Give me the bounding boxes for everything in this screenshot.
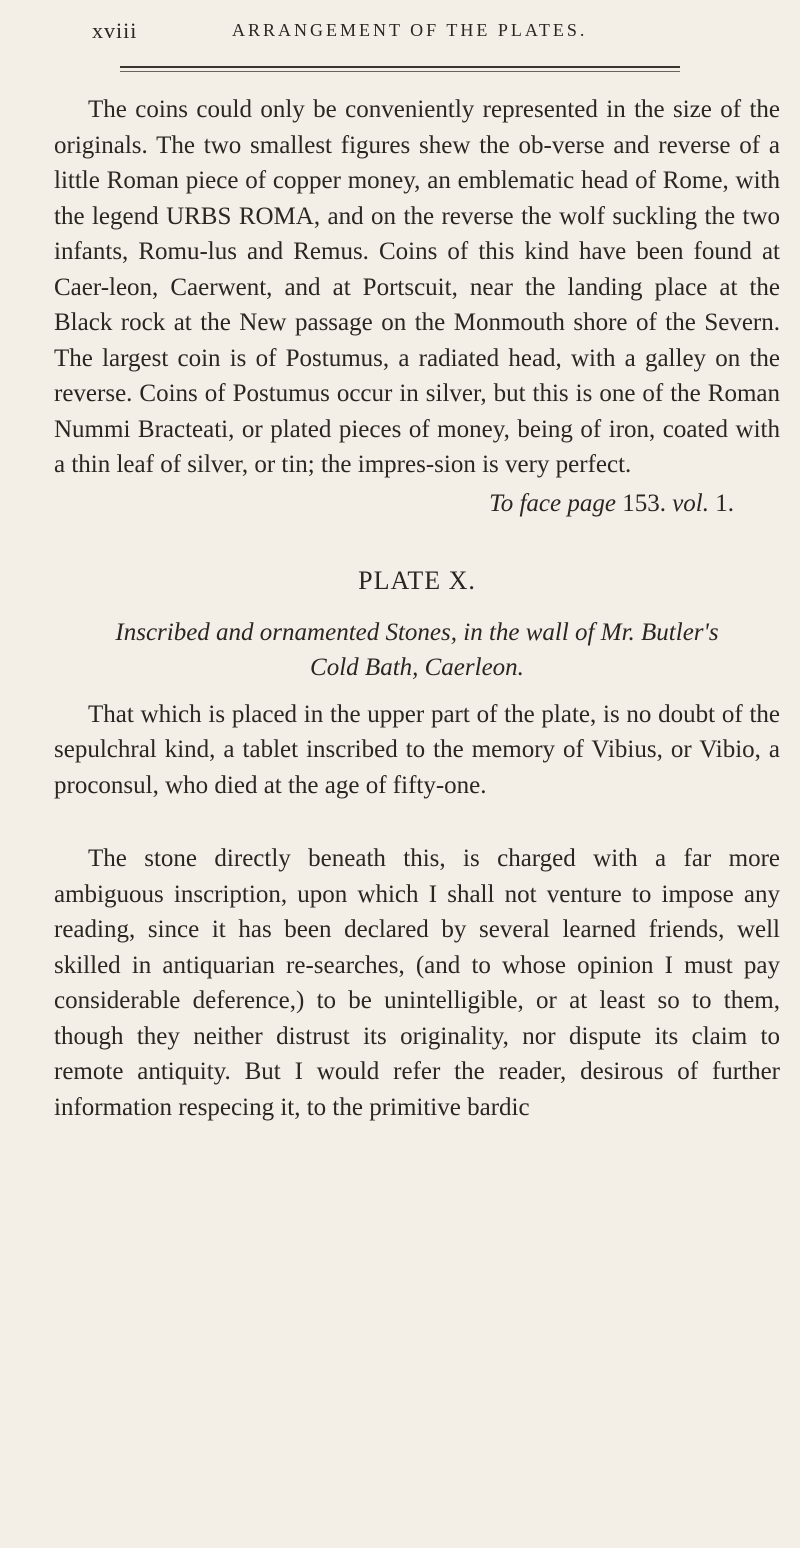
header-rule-thin <box>120 71 680 72</box>
paragraph-coins: The coins could only be conveniently represented in the size of the originals. The two smallest figures shew the ob-verse and reverse of a little Roman piece of copper money, an emblematic head of Rome, with the legend URBS ROMA, and on the reverse the wolf suckling the two infants, Romu-lus and Remus. Coins of this kind have been found at Caer-leon, Caerwent, and at Portscuit, near the landing place at the Black rock at the New passage on the Monmouth shore of the Severn. The largest coin is of Postumus, a radiated head, with a galley on the reverse. Coins of Postumus occur in silver, but this is one of the Roman Nummi Bracteati, or plated pieces of money, being of iron, coated with a thin leaf of silver, or tin; the impres-sion is very perfect. <box>54 96 780 478</box>
plate-title: PLATE X. <box>358 565 476 595</box>
paragraph-sepulchral: That which is placed in the upper part of the plate, is no doubt of the sepulchral kind, a tablet inscribed to the memory of Vibius, or Vibio, a proconsul, who died at the age of fifty-one. <box>54 700 780 799</box>
page-header <box>92 18 772 58</box>
header-rule <box>120 66 680 68</box>
running-title: ARRANGEMENT OF THE PLATES. <box>232 20 588 40</box>
page-body <box>54 92 780 1125</box>
plate-subtitle-line-1: Inscribed and ornamented Stones, in the wall of Mr. Butler's <box>115 618 719 646</box>
folio-number: xviii <box>92 18 138 43</box>
reference-text: To face page <box>489 489 616 517</box>
reference-page: 153. <box>622 489 666 517</box>
reference-vol-number: 1. <box>715 489 734 517</box>
paragraph-inscription: The stone directly beneath this, is charged with a far more ambiguous inscription, upon which I shall not venture to impose any reading, since it has been declared by several learned friends, well skilled in antiquarian re-searches, (and to whose opinion I must pay considerable deference,) to be unintelligible, or at least so to them, though they neither distrust its originality, nor dispute its claim to remote antiquity. But I would refer the reader, desirous of further information respecing it, to the primitive bardic <box>54 845 780 1121</box>
reference-vol: vol. <box>672 489 709 517</box>
plate-subtitle-line-2: Cold Bath, Caerleon. <box>310 653 524 681</box>
page-reference <box>54 486 780 521</box>
plate-subtitle <box>54 615 780 685</box>
